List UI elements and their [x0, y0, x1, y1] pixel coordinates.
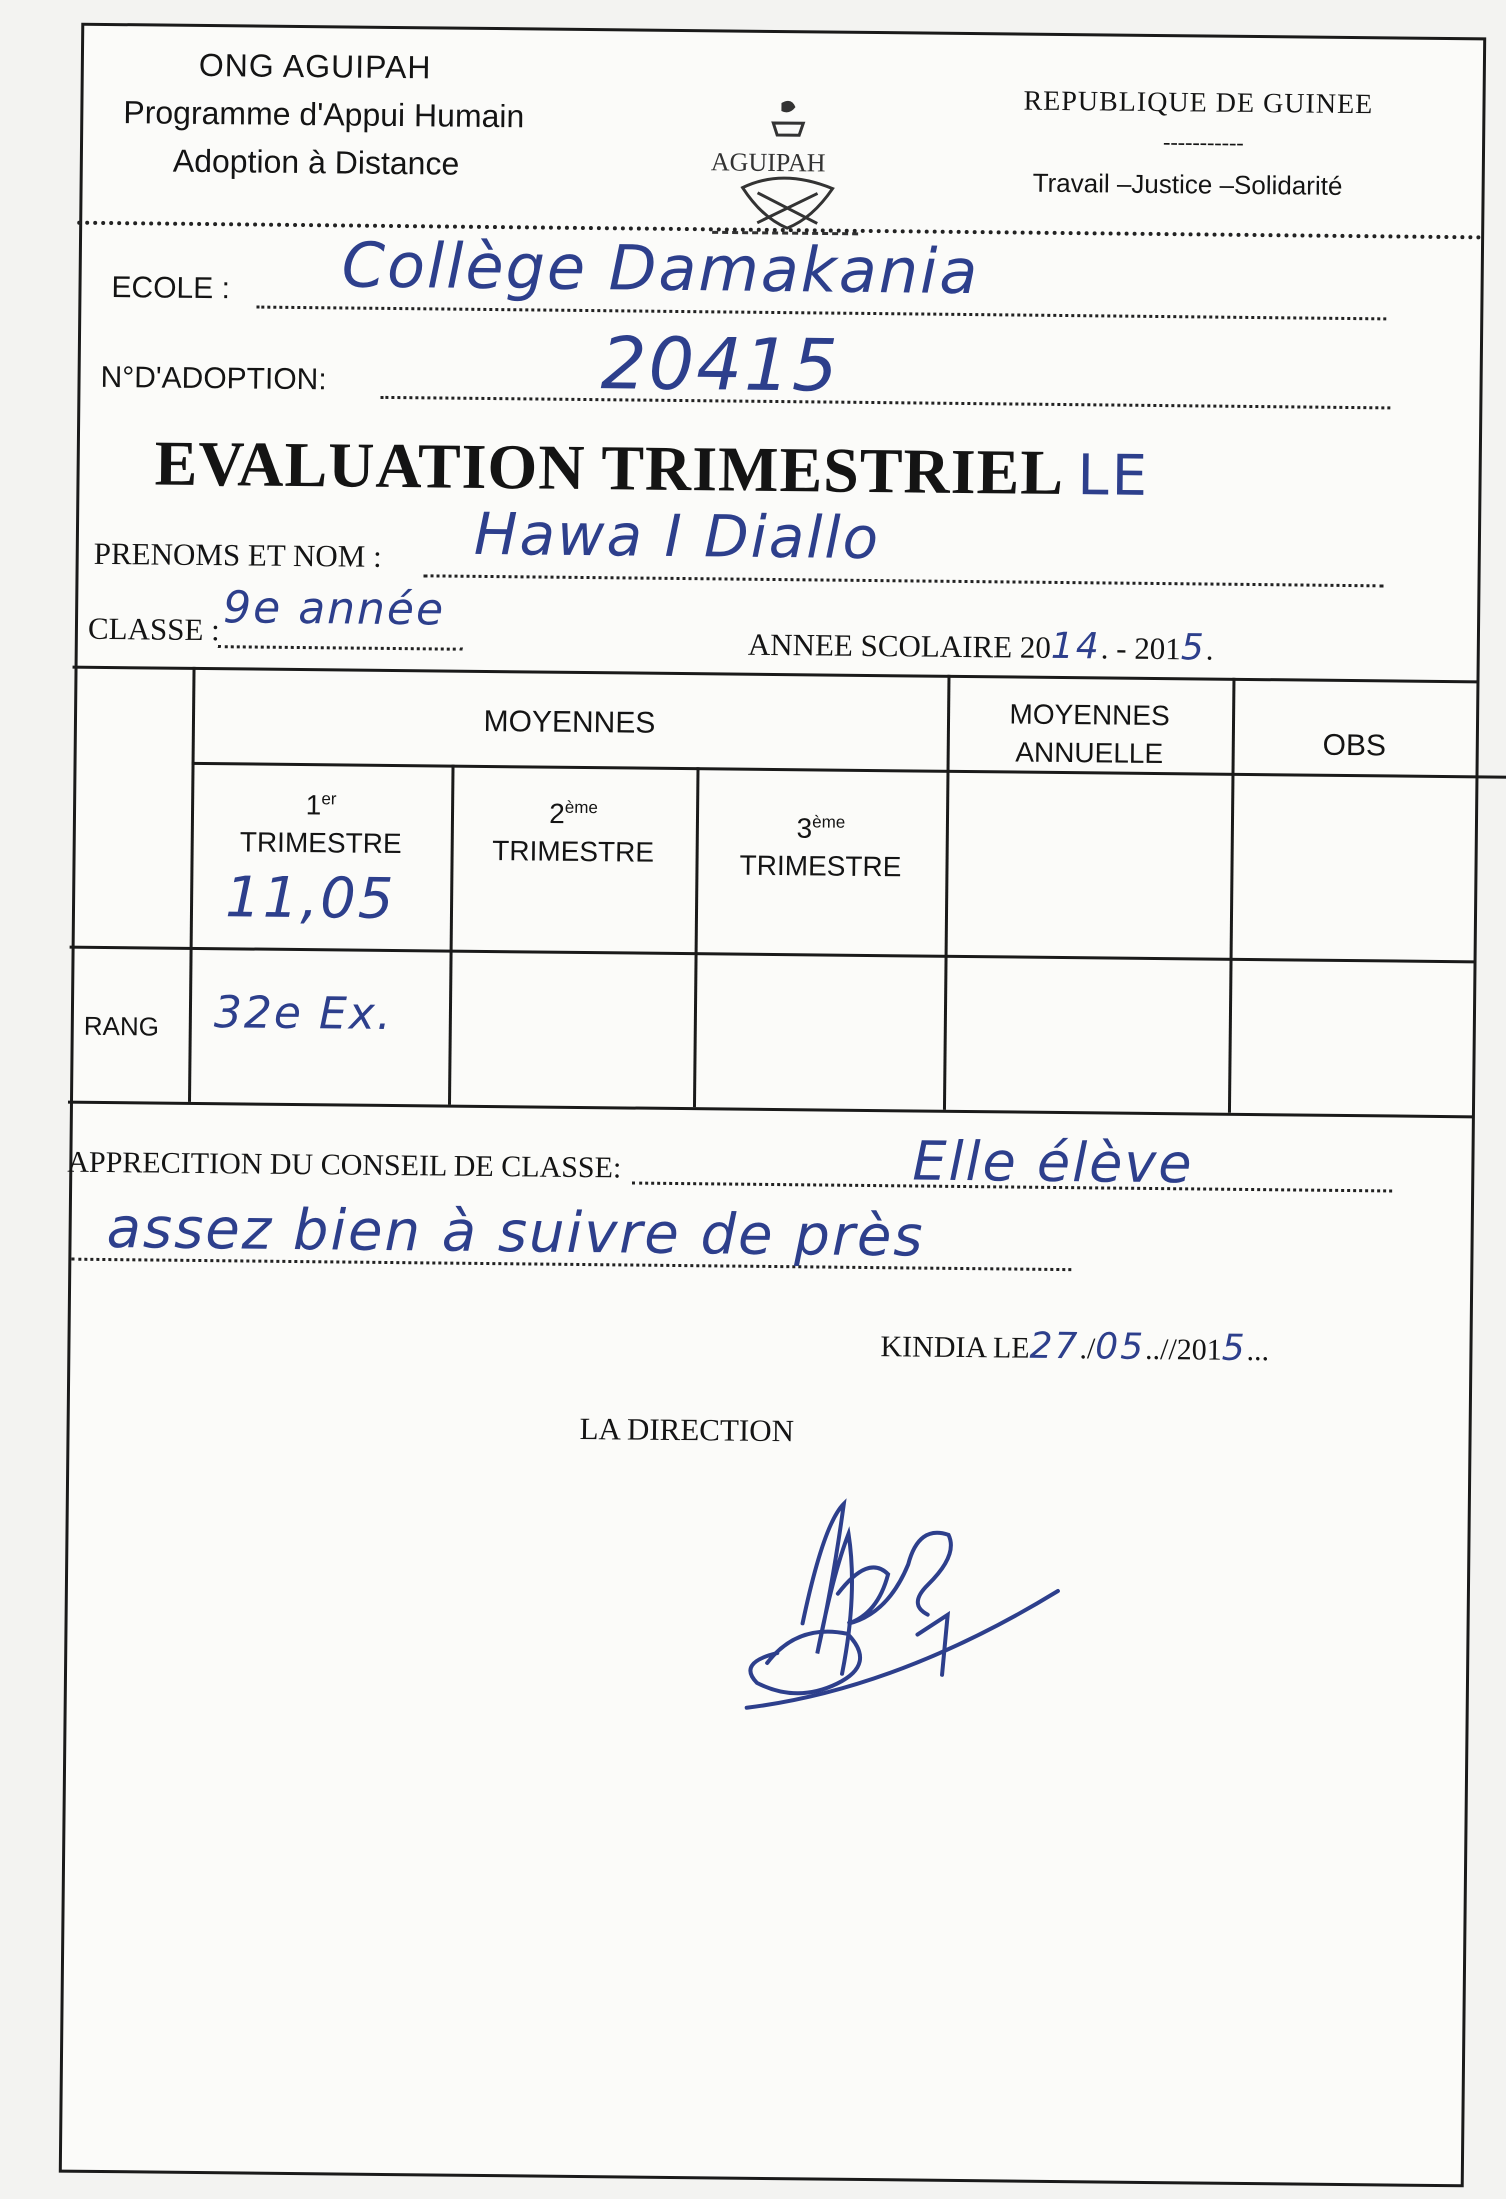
rang-label: RANG: [83, 1010, 160, 1042]
org-name: ONG AGUIPAH: [198, 46, 432, 86]
aguipah-logo: [702, 92, 874, 244]
trimestre-2-suffix: ème: [564, 797, 599, 818]
classe-value: 9e année: [222, 582, 446, 636]
trimestre-1-number: 1: [305, 789, 322, 821]
appreciation-label: APPRECITION DU CONSEIL DE CLASSE:: [67, 1145, 622, 1185]
trimestre-3-header: [695, 802, 946, 887]
annee-start: 14: [1050, 625, 1101, 668]
date-year-digit: 5: [1221, 1327, 1247, 1369]
classe-dotted-line: [218, 645, 463, 651]
annee-end: 5: [1180, 627, 1206, 669]
adoption-dotted-line: [380, 396, 1390, 410]
annee-separator: . - 201: [1100, 630, 1181, 667]
rang-value: 32e Ex.: [213, 987, 394, 1041]
direction-label: LA DIRECTION: [579, 1410, 795, 1449]
trimestre-2-label: TRIMESTRE: [492, 835, 655, 869]
annee-end-dot: .: [1205, 631, 1214, 667]
trimestre-3-suffix: ème: [812, 812, 846, 832]
adoption-value: 20415: [600, 321, 841, 408]
ecole-value: Collège Damakania: [341, 228, 980, 309]
trimestre-2-header: [450, 788, 696, 873]
nom-dotted-line: [424, 574, 1384, 587]
ecole-dotted-line: [256, 306, 1386, 321]
moyennes-annuelle-line1: MOYENNES: [1009, 698, 1170, 732]
date-year-prefix: /201: [1168, 1333, 1222, 1367]
table-row-line: [70, 946, 1475, 964]
title-suffix: LE: [1077, 443, 1151, 509]
adoption-label: N°D'ADOPTION:: [100, 360, 327, 397]
title-text: EVALUATION TRIMESTRIEL: [154, 427, 1061, 508]
annee-label: ANNEE SCOLAIRE 20: [747, 626, 1052, 665]
appreciation-line-2: assez bien à suivre de près: [106, 1196, 925, 1270]
date-month: 05: [1095, 1326, 1146, 1368]
trimestre-3-number: 3: [796, 812, 813, 844]
trimestre-1-label: TRIMESTRE: [239, 826, 402, 860]
page-title: [154, 426, 1150, 510]
org-subtitle: Adoption à Distance: [172, 142, 460, 182]
appreciation-line-1: Elle élève: [912, 1129, 1194, 1196]
date-day: 27: [1029, 1325, 1080, 1368]
republic-separator: -----------: [1162, 129, 1244, 155]
table-bottom-line: [68, 1101, 1473, 1119]
obs-header: OBS: [1322, 728, 1387, 763]
logo-text: AGUIPAH: [710, 147, 826, 178]
trimestre-2-number: 2: [549, 797, 565, 830]
director-signature: [686, 1472, 1069, 1736]
evaluation-form: [59, 23, 1486, 2188]
moyennes-header: MOYENNES: [483, 704, 656, 740]
annee-scolaire: [748, 623, 1214, 669]
trimestre-1-moyenne: 11,05: [224, 865, 396, 933]
nom-label: PRENOMS ET NOM :: [93, 535, 382, 574]
motto: Travail –Justice –Solidarité: [1032, 167, 1343, 201]
moyennes-annuelle-header: [947, 695, 1233, 774]
trimestre-1-suffix: er: [321, 789, 337, 809]
moyennes-annuelle-line2: ANNUELLE: [1015, 736, 1164, 770]
nom-value: Hawa I Diallo: [473, 499, 881, 573]
date-line: KINDIA LE27./05..//2015...: [880, 1325, 1270, 1369]
table-top-line: [73, 666, 1478, 684]
org-program: Programme d'Appui Humain: [123, 94, 525, 135]
classe-label: CLASSE :: [87, 610, 220, 648]
kindia-label: KINDIA LE: [880, 1330, 1030, 1365]
trimestre-3-label: TRIMESTRE: [739, 849, 902, 883]
trimestre-1-header: [191, 779, 452, 864]
republic-name: REPUBLIQUE DE GUINEE: [1023, 85, 1374, 121]
ecole-label: ECOLE :: [111, 271, 231, 306]
table-subheader-line: [192, 762, 1506, 779]
